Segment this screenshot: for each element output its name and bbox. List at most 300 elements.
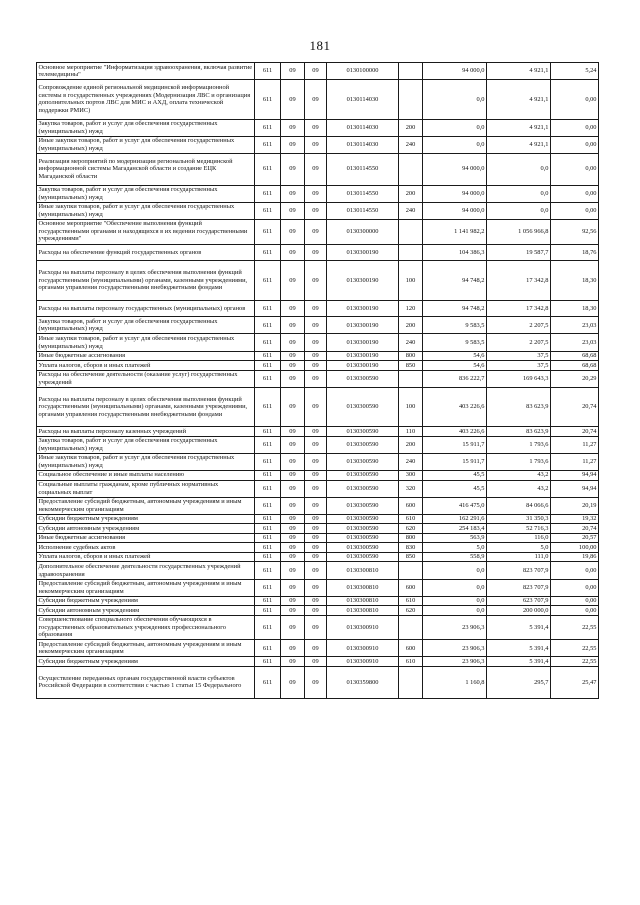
section-code-cell: 09 xyxy=(281,387,305,427)
ved-code-cell: 611 xyxy=(255,370,281,387)
execution-percent-cell: 0,00 xyxy=(551,153,599,185)
ved-code-cell: 611 xyxy=(255,562,281,579)
subsection-code-cell: 09 xyxy=(305,387,327,427)
subsection-code-cell: 09 xyxy=(305,562,327,579)
subsection-code-cell: 09 xyxy=(305,202,327,219)
section-code-cell: 09 xyxy=(281,497,305,514)
planned-amount-cell: 5,0 xyxy=(423,543,487,553)
target-article-cell: 0130300590 xyxy=(327,497,399,514)
item-name-cell: Субсидии автономным учреждениям xyxy=(37,606,255,616)
expense-type-cell: 610 xyxy=(399,514,423,524)
executed-amount-cell: 84 066,6 xyxy=(487,497,551,514)
table-row xyxy=(37,370,599,387)
target-article-cell: 0130300590 xyxy=(327,453,399,470)
item-name-cell: Субсидии бюджетным учреждениям xyxy=(37,596,255,606)
page-number: 181 xyxy=(309,38,331,53)
ved-code-cell: 611 xyxy=(255,543,281,553)
executed-amount-cell: 37,5 xyxy=(487,361,551,371)
target-article-cell: 0130300190 xyxy=(327,300,399,317)
subsection-code-cell: 09 xyxy=(305,640,327,657)
execution-percent-cell: 0,00 xyxy=(551,185,599,202)
expense-type-cell: 200 xyxy=(399,185,423,202)
executed-amount-cell: 37,5 xyxy=(487,351,551,361)
executed-amount-cell: 43,2 xyxy=(487,470,551,480)
table-row xyxy=(37,436,599,453)
target-article-cell: 0130300910 xyxy=(327,657,399,667)
execution-percent-cell: 92,56 xyxy=(551,219,599,244)
subsection-code-cell: 09 xyxy=(305,453,327,470)
execution-percent-cell: 0,00 xyxy=(551,119,599,136)
executed-amount-cell: 31 350,3 xyxy=(487,514,551,524)
expense-type-cell xyxy=(399,244,423,261)
table-row xyxy=(37,119,599,136)
item-name-cell: Расходы на выплаты персоналу казенных учреждений xyxy=(37,427,255,437)
ved-code-cell: 611 xyxy=(255,606,281,616)
expense-type-cell xyxy=(399,370,423,387)
section-code-cell: 09 xyxy=(281,153,305,185)
planned-amount-cell: 836 222,7 xyxy=(423,370,487,387)
section-code-cell: 09 xyxy=(281,317,305,334)
execution-percent-cell: 25,47 xyxy=(551,667,599,699)
target-article-cell: 0130300590 xyxy=(327,480,399,497)
section-code-cell: 09 xyxy=(281,370,305,387)
section-code-cell: 09 xyxy=(281,615,305,640)
section-code-cell: 09 xyxy=(281,453,305,470)
expense-type-cell: 800 xyxy=(399,351,423,361)
executed-amount-cell: 111,0 xyxy=(487,552,551,562)
target-article-cell: 0130300190 xyxy=(327,334,399,351)
ved-code-cell: 611 xyxy=(255,153,281,185)
ved-code-cell: 611 xyxy=(255,657,281,667)
subsection-code-cell: 09 xyxy=(305,361,327,371)
executed-amount-cell: 0,0 xyxy=(487,202,551,219)
target-article-cell: 0130114550 xyxy=(327,153,399,185)
planned-amount-cell: 558,9 xyxy=(423,552,487,562)
planned-amount-cell: 1 141 982,2 xyxy=(423,219,487,244)
section-code-cell: 09 xyxy=(281,427,305,437)
subsection-code-cell: 09 xyxy=(305,153,327,185)
target-article-cell: 0130300810 xyxy=(327,596,399,606)
expense-type-cell: 320 xyxy=(399,480,423,497)
item-name-cell: Дополнительное обеспечение деятельности государственных учреждений здравоохранения xyxy=(37,562,255,579)
item-name-cell: Социальное обеспечение и иные выплаты населению xyxy=(37,470,255,480)
item-name-cell: Иные бюджетные ассигнования xyxy=(37,533,255,543)
planned-amount-cell: 0,0 xyxy=(423,119,487,136)
expense-type-cell xyxy=(399,615,423,640)
target-article-cell: 0130300590 xyxy=(327,514,399,524)
target-article-cell: 0130359800 xyxy=(327,667,399,699)
executed-amount-cell: 169 643,3 xyxy=(487,370,551,387)
expense-type-cell: 620 xyxy=(399,606,423,616)
table-row xyxy=(37,202,599,219)
execution-percent-cell: 18,30 xyxy=(551,300,599,317)
expense-type-cell: 600 xyxy=(399,497,423,514)
ved-code-cell: 611 xyxy=(255,615,281,640)
planned-amount-cell: 0,0 xyxy=(423,596,487,606)
expense-type-cell: 200 xyxy=(399,317,423,334)
table-row xyxy=(37,579,599,596)
target-article-cell: 0130114030 xyxy=(327,136,399,153)
section-code-cell: 09 xyxy=(281,657,305,667)
section-code-cell: 09 xyxy=(281,202,305,219)
subsection-code-cell: 09 xyxy=(305,470,327,480)
ved-code-cell: 611 xyxy=(255,80,281,120)
item-name-cell: Субсидии автономным учреждениям xyxy=(37,524,255,534)
budget-table xyxy=(36,62,599,699)
item-name-cell: Основное мероприятие "Обеспечение выполнения функций государственными органами и находящихся в их ведении государственными учреждениями" xyxy=(37,219,255,244)
item-name-cell: Иные закупки товаров, работ и услуг для обеспечения государственных (муниципальных) нужд xyxy=(37,453,255,470)
subsection-code-cell: 09 xyxy=(305,351,327,361)
expense-type-cell xyxy=(399,153,423,185)
section-code-cell: 09 xyxy=(281,579,305,596)
ved-code-cell: 611 xyxy=(255,480,281,497)
section-code-cell: 09 xyxy=(281,119,305,136)
planned-amount-cell: 45,5 xyxy=(423,470,487,480)
section-code-cell: 09 xyxy=(281,136,305,153)
section-code-cell: 09 xyxy=(281,334,305,351)
target-article-cell: 0130300810 xyxy=(327,606,399,616)
target-article-cell: 0130300590 xyxy=(327,533,399,543)
executed-amount-cell: 823 707,9 xyxy=(487,579,551,596)
executed-amount-cell: 5 391,4 xyxy=(487,640,551,657)
ved-code-cell: 611 xyxy=(255,524,281,534)
planned-amount-cell: 23 906,3 xyxy=(423,640,487,657)
table-row xyxy=(37,261,599,301)
target-article-cell: 0130300190 xyxy=(327,261,399,301)
section-code-cell: 09 xyxy=(281,596,305,606)
subsection-code-cell: 09 xyxy=(305,317,327,334)
executed-amount-cell: 83 623,9 xyxy=(487,427,551,437)
subsection-code-cell: 09 xyxy=(305,514,327,524)
execution-percent-cell: 20,74 xyxy=(551,387,599,427)
target-article-cell: 0130300590 xyxy=(327,370,399,387)
item-name-cell: Исполнение судебных актов xyxy=(37,543,255,553)
planned-amount-cell: 0,0 xyxy=(423,606,487,616)
item-name-cell: Иные бюджетные ассигнования xyxy=(37,351,255,361)
table-row xyxy=(37,63,599,80)
ved-code-cell: 611 xyxy=(255,244,281,261)
execution-percent-cell: 20,29 xyxy=(551,370,599,387)
target-article-cell: 0130300190 xyxy=(327,361,399,371)
section-code-cell: 09 xyxy=(281,533,305,543)
item-name-cell: Совершенствование специального обеспечения обучающихся в государственных образовательных учреждениях профессионального образования xyxy=(37,615,255,640)
section-code-cell: 09 xyxy=(281,562,305,579)
table-row xyxy=(37,615,599,640)
ved-code-cell: 611 xyxy=(255,185,281,202)
target-article-cell: 0130100000 xyxy=(327,63,399,80)
planned-amount-cell: 0,0 xyxy=(423,136,487,153)
executed-amount-cell: 2 207,5 xyxy=(487,334,551,351)
item-name-cell: Расходы на обеспечение деятельности (оказание услуг) государственных учреждений xyxy=(37,370,255,387)
table-row xyxy=(37,244,599,261)
table-row xyxy=(37,480,599,497)
planned-amount-cell: 45,5 xyxy=(423,480,487,497)
subsection-code-cell: 09 xyxy=(305,533,327,543)
subsection-code-cell: 09 xyxy=(305,552,327,562)
item-name-cell: Расходы на выплаты персоналу государственных (муниципальных) органов xyxy=(37,300,255,317)
section-code-cell: 09 xyxy=(281,300,305,317)
target-article-cell: 0130114030 xyxy=(327,80,399,120)
execution-percent-cell: 0,00 xyxy=(551,202,599,219)
expense-type-cell: 850 xyxy=(399,361,423,371)
table-row xyxy=(37,153,599,185)
ved-code-cell: 611 xyxy=(255,361,281,371)
execution-percent-cell: 11,27 xyxy=(551,436,599,453)
execution-percent-cell: 22,55 xyxy=(551,615,599,640)
expense-type-cell: 240 xyxy=(399,334,423,351)
execution-percent-cell: 20,74 xyxy=(551,427,599,437)
target-article-cell: 0130300590 xyxy=(327,470,399,480)
subsection-code-cell: 09 xyxy=(305,615,327,640)
executed-amount-cell: 295,7 xyxy=(487,667,551,699)
ved-code-cell: 611 xyxy=(255,436,281,453)
ved-code-cell: 611 xyxy=(255,351,281,361)
ved-code-cell: 611 xyxy=(255,497,281,514)
ved-code-cell: 611 xyxy=(255,596,281,606)
target-article-cell: 0130300810 xyxy=(327,579,399,596)
table-row xyxy=(37,453,599,470)
planned-amount-cell: 416 475,0 xyxy=(423,497,487,514)
table-row xyxy=(37,334,599,351)
execution-percent-cell: 100,00 xyxy=(551,543,599,553)
expense-type-cell: 600 xyxy=(399,579,423,596)
subsection-code-cell: 09 xyxy=(305,185,327,202)
target-article-cell: 0130300910 xyxy=(327,640,399,657)
execution-percent-cell: 22,55 xyxy=(551,640,599,657)
target-article-cell: 0130114030 xyxy=(327,119,399,136)
planned-amount-cell: 94 000,0 xyxy=(423,185,487,202)
ved-code-cell: 611 xyxy=(255,387,281,427)
execution-percent-cell: 20,74 xyxy=(551,524,599,534)
execution-percent-cell: 0,00 xyxy=(551,579,599,596)
item-name-cell: Предоставление субсидий бюджетным, автономным учреждениям и иным некоммерческим организациям xyxy=(37,640,255,657)
planned-amount-cell: 23 906,3 xyxy=(423,615,487,640)
ved-code-cell: 611 xyxy=(255,63,281,80)
section-code-cell: 09 xyxy=(281,524,305,534)
item-name-cell: Субсидии бюджетным учреждениям xyxy=(37,514,255,524)
target-article-cell: 0130300590 xyxy=(327,387,399,427)
executed-amount-cell: 1 793,6 xyxy=(487,436,551,453)
execution-percent-cell: 22,55 xyxy=(551,657,599,667)
expense-type-cell: 300 xyxy=(399,470,423,480)
subsection-code-cell: 09 xyxy=(305,427,327,437)
planned-amount-cell: 254 183,4 xyxy=(423,524,487,534)
executed-amount-cell: 19 587,7 xyxy=(487,244,551,261)
execution-percent-cell: 0,00 xyxy=(551,80,599,120)
planned-amount-cell: 15 911,7 xyxy=(423,436,487,453)
planned-amount-cell: 54,6 xyxy=(423,351,487,361)
section-code-cell: 09 xyxy=(281,63,305,80)
table-row xyxy=(37,657,599,667)
executed-amount-cell: 116,0 xyxy=(487,533,551,543)
table-row xyxy=(37,185,599,202)
expense-type-cell: 110 xyxy=(399,427,423,437)
planned-amount-cell: 1 160,8 xyxy=(423,667,487,699)
item-name-cell: Социальные выплаты гражданам, кроме публичных нормативных социальных выплат xyxy=(37,480,255,497)
subsection-code-cell: 09 xyxy=(305,136,327,153)
subsection-code-cell: 09 xyxy=(305,436,327,453)
ved-code-cell: 611 xyxy=(255,119,281,136)
item-name-cell: Закупка товаров, работ и услуг для обеспечения государственных (муниципальных) нужд xyxy=(37,119,255,136)
execution-percent-cell: 5,24 xyxy=(551,63,599,80)
execution-percent-cell: 11,27 xyxy=(551,453,599,470)
execution-percent-cell: 23,03 xyxy=(551,317,599,334)
executed-amount-cell: 5 391,4 xyxy=(487,657,551,667)
expense-type-cell: 200 xyxy=(399,119,423,136)
subsection-code-cell: 09 xyxy=(305,657,327,667)
table-row xyxy=(37,596,599,606)
subsection-code-cell: 09 xyxy=(305,63,327,80)
target-article-cell: 0130300590 xyxy=(327,552,399,562)
item-name-cell: Расходы на обеспечение функций государственных органов xyxy=(37,244,255,261)
ved-code-cell: 611 xyxy=(255,640,281,657)
subsection-code-cell: 09 xyxy=(305,579,327,596)
subsection-code-cell: 09 xyxy=(305,370,327,387)
target-article-cell: 0130300910 xyxy=(327,615,399,640)
planned-amount-cell: 0,0 xyxy=(423,579,487,596)
planned-amount-cell: 403 226,6 xyxy=(423,427,487,437)
item-name-cell: Основное мероприятие "Информатизация здравоохранения, включая развитие телемедицины" xyxy=(37,63,255,80)
ved-code-cell: 611 xyxy=(255,300,281,317)
subsection-code-cell: 09 xyxy=(305,261,327,301)
ved-code-cell: 611 xyxy=(255,533,281,543)
target-article-cell: 0130300590 xyxy=(327,524,399,534)
table-row xyxy=(37,606,599,616)
executed-amount-cell: 4 921,1 xyxy=(487,119,551,136)
expense-type-cell: 610 xyxy=(399,657,423,667)
table-row xyxy=(37,80,599,120)
executed-amount-cell: 1 056 966,8 xyxy=(487,219,551,244)
expense-type-cell: 100 xyxy=(399,387,423,427)
planned-amount-cell: 94 000,0 xyxy=(423,63,487,80)
section-code-cell: 09 xyxy=(281,480,305,497)
section-code-cell: 09 xyxy=(281,552,305,562)
ved-code-cell: 611 xyxy=(255,470,281,480)
execution-percent-cell: 18,30 xyxy=(551,261,599,301)
execution-percent-cell: 68,68 xyxy=(551,361,599,371)
expense-type-cell: 850 xyxy=(399,552,423,562)
subsection-code-cell: 09 xyxy=(305,667,327,699)
executed-amount-cell: 83 623,9 xyxy=(487,387,551,427)
planned-amount-cell: 0,0 xyxy=(423,80,487,120)
section-code-cell: 09 xyxy=(281,219,305,244)
executed-amount-cell: 4 921,1 xyxy=(487,63,551,80)
table-row xyxy=(37,497,599,514)
expense-type-cell: 240 xyxy=(399,136,423,153)
budget-table-body xyxy=(37,63,599,699)
executed-amount-cell: 5 391,4 xyxy=(487,615,551,640)
subsection-code-cell: 09 xyxy=(305,334,327,351)
section-code-cell: 09 xyxy=(281,543,305,553)
target-article-cell: 0130300590 xyxy=(327,427,399,437)
subsection-code-cell: 09 xyxy=(305,80,327,120)
planned-amount-cell: 54,6 xyxy=(423,361,487,371)
planned-amount-cell: 23 906,3 xyxy=(423,657,487,667)
executed-amount-cell: 0,0 xyxy=(487,185,551,202)
item-name-cell: Предоставление субсидий бюджетным, автономным учреждениям и иным некоммерческим организациям xyxy=(37,579,255,596)
ved-code-cell: 611 xyxy=(255,261,281,301)
execution-percent-cell: 0,00 xyxy=(551,596,599,606)
executed-amount-cell: 52 716,3 xyxy=(487,524,551,534)
expense-type-cell: 610 xyxy=(399,596,423,606)
table-row xyxy=(37,552,599,562)
target-article-cell: 0130114550 xyxy=(327,185,399,202)
table-row xyxy=(37,562,599,579)
execution-percent-cell: 23,03 xyxy=(551,334,599,351)
executed-amount-cell: 17 342,8 xyxy=(487,261,551,301)
execution-percent-cell: 19,86 xyxy=(551,552,599,562)
ved-code-cell: 611 xyxy=(255,136,281,153)
table-row xyxy=(37,533,599,543)
subsection-code-cell: 09 xyxy=(305,300,327,317)
subsection-code-cell: 09 xyxy=(305,596,327,606)
section-code-cell: 09 xyxy=(281,351,305,361)
table-row xyxy=(37,470,599,480)
section-code-cell: 09 xyxy=(281,667,305,699)
ved-code-cell: 611 xyxy=(255,317,281,334)
item-name-cell: Закупка товаров, работ и услуг для обеспечения государственных (муниципальных) нужд xyxy=(37,317,255,334)
item-name-cell: Реализация мероприятий по модернизации региональной медицинской информационной системы Магаданской области и создание ЕЦК Магаданской области xyxy=(37,153,255,185)
section-code-cell: 09 xyxy=(281,514,305,524)
item-name-cell: Закупка товаров, работ и услуг для обеспечения государственных (муниципальных) нужд xyxy=(37,185,255,202)
table-row xyxy=(37,219,599,244)
planned-amount-cell: 94 000,0 xyxy=(423,153,487,185)
planned-amount-cell: 9 583,5 xyxy=(423,334,487,351)
ved-code-cell: 611 xyxy=(255,514,281,524)
section-code-cell: 09 xyxy=(281,361,305,371)
target-article-cell: 0130300810 xyxy=(327,562,399,579)
executed-amount-cell: 823 707,9 xyxy=(487,562,551,579)
planned-amount-cell: 563,9 xyxy=(423,533,487,543)
table-row xyxy=(37,361,599,371)
expense-type-cell xyxy=(399,63,423,80)
item-name-cell: Иные закупки товаров, работ и услуг для обеспечения государственных (муниципальных) нужд xyxy=(37,136,255,153)
planned-amount-cell: 94 000,0 xyxy=(423,202,487,219)
table-row xyxy=(37,427,599,437)
target-article-cell: 0130300190 xyxy=(327,244,399,261)
ved-code-cell: 611 xyxy=(255,579,281,596)
expense-type-cell: 600 xyxy=(399,640,423,657)
subsection-code-cell: 09 xyxy=(305,480,327,497)
ved-code-cell: 611 xyxy=(255,667,281,699)
expense-type-cell: 120 xyxy=(399,300,423,317)
execution-percent-cell: 94,94 xyxy=(551,470,599,480)
execution-percent-cell: 20,57 xyxy=(551,533,599,543)
expense-type-cell xyxy=(399,667,423,699)
item-name-cell: Иные закупки товаров, работ и услуг для обеспечения государственных (муниципальных) нужд xyxy=(37,202,255,219)
execution-percent-cell: 0,00 xyxy=(551,136,599,153)
table-row xyxy=(37,300,599,317)
table-row xyxy=(37,524,599,534)
expense-type-cell xyxy=(399,219,423,244)
planned-amount-cell: 0,0 xyxy=(423,562,487,579)
subsection-code-cell: 09 xyxy=(305,543,327,553)
subsection-code-cell: 09 xyxy=(305,219,327,244)
expense-type-cell xyxy=(399,80,423,120)
expense-type-cell: 200 xyxy=(399,436,423,453)
target-article-cell: 0130300590 xyxy=(327,543,399,553)
planned-amount-cell: 104 386,3 xyxy=(423,244,487,261)
item-name-cell: Уплата налогов, сборов и иных платежей xyxy=(37,552,255,562)
ved-code-cell: 611 xyxy=(255,202,281,219)
subsection-code-cell: 09 xyxy=(305,497,327,514)
expense-type-cell: 620 xyxy=(399,524,423,534)
executed-amount-cell: 4 921,1 xyxy=(487,80,551,120)
planned-amount-cell: 15 911,7 xyxy=(423,453,487,470)
execution-percent-cell: 20,19 xyxy=(551,497,599,514)
table-row xyxy=(37,514,599,524)
executed-amount-cell: 43,2 xyxy=(487,480,551,497)
